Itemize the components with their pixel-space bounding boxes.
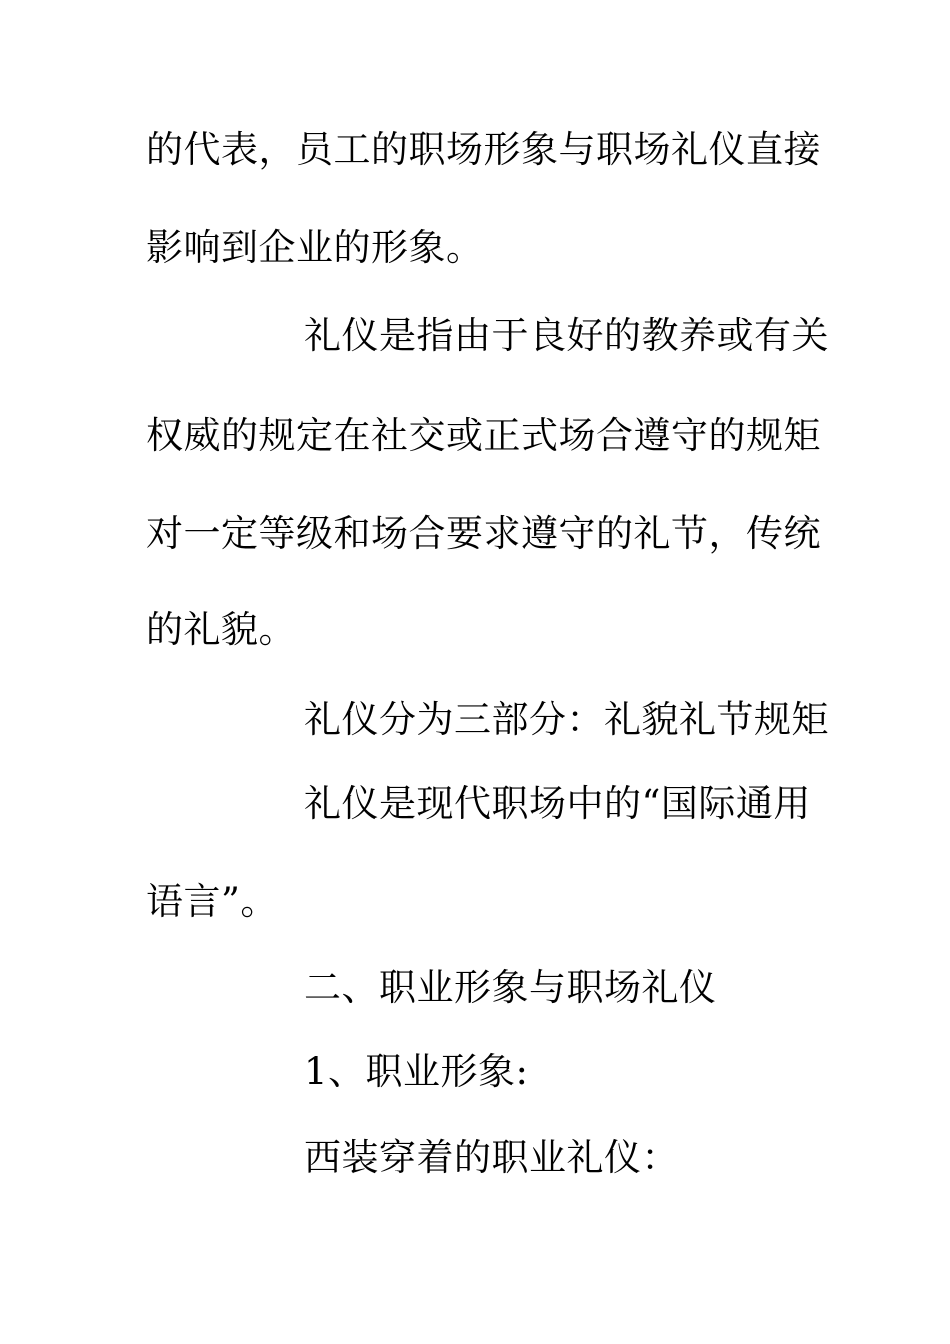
paragraph-line: 的礼貌。 [146, 608, 296, 651]
paragraph-line: 影响到企业的形象。 [146, 226, 484, 269]
paragraph-line: 礼仪分为三部分：礼貌礼节规矩 [304, 698, 829, 741]
paragraph-line: 对一定等级和场合要求遵守的礼节，传统 [146, 512, 821, 555]
subsection-heading: 1、职业形象: [304, 1050, 529, 1093]
section-heading: 二、职业形象与职场礼仪 [304, 966, 717, 1009]
paragraph-line: 语言”。 [146, 880, 278, 923]
paragraph-line: 的代表，员工的职场形象与职场礼仪直接 [146, 128, 821, 171]
paragraph-line: 权威的规定在社交或正式场合遵守的规矩 [146, 414, 821, 457]
paragraph-line: 礼仪是现代职场中的“国际通用 [304, 782, 811, 825]
paragraph-line: 西装穿着的职业礼仪： [304, 1136, 679, 1179]
paragraph-line: 礼仪是指由于良好的教养或有关 [304, 314, 829, 357]
